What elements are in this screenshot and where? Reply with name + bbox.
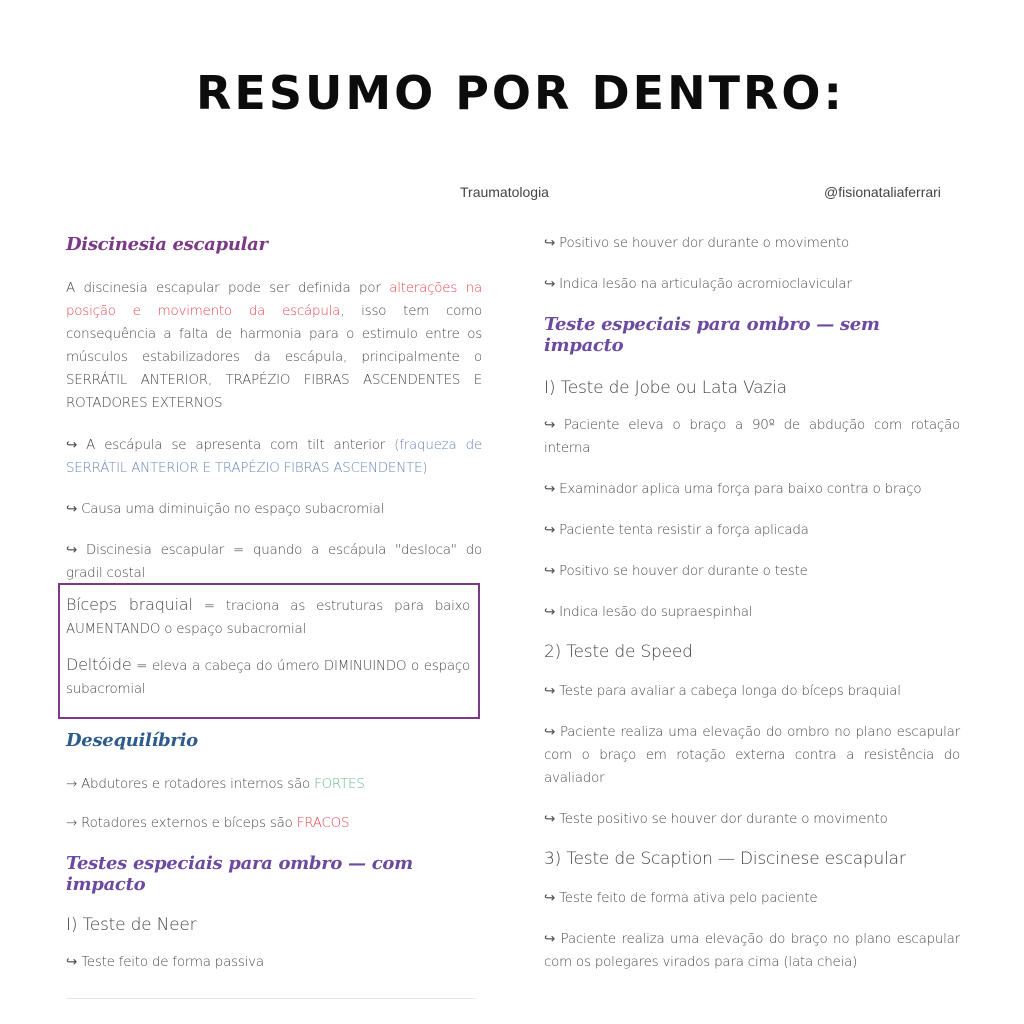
list-item — [66, 434, 482, 480]
section-title-com-impacto: Testes especiais para ombro — com impacto — [66, 853, 413, 895]
section-title-desequilibrio: Desequilíbrio — [66, 730, 198, 751]
list-item: ↪ Teste para avaliar a cabeça longa do bíceps braquial — [544, 684, 901, 699]
highlight-box — [58, 583, 480, 719]
test-title-jobe: I) Teste de Jobe ou Lata Vazia — [544, 378, 787, 398]
item-text: → Rotadores externos e bíceps são — [66, 816, 297, 831]
test-title-scaption: 3) Teste de Scaption — Discinese escapular — [544, 849, 906, 869]
intro-text-cont: , isso tem como consequência a falta de harmonia para o estimulo entre os músculos estabilizadores da escápula, principalmente o SERRÁTIL ANTERIOR, TRAPÉZIO FIBRAS ASCENDENTES E ROTADORES EXTERNOS — [66, 304, 483, 411]
intro-paragraph — [66, 277, 482, 415]
box-term: Bíceps braquial — [66, 595, 193, 614]
list-item: ↪ Teste feito de forma passiva — [66, 955, 264, 970]
header-handle: @fisionataliaferrari — [824, 184, 941, 200]
list-item: ↪ Positivo se houver dor durante o teste — [544, 564, 808, 579]
box-item-deltoide — [66, 653, 470, 701]
box-term: Deltóide — [66, 655, 132, 674]
divider — [66, 998, 476, 999]
box-desc: = eleva a cabeça do úmero DIMINUINDO o espaço subacromial — [66, 659, 470, 697]
test-title-speed: 2) Teste de Speed — [544, 642, 693, 662]
test-title-neer: I) Teste de Neer — [66, 915, 197, 935]
item-highlight: FRACOS — [296, 816, 350, 831]
right-column — [544, 232, 960, 974]
list-item: ↪ Teste positivo se houver dor durante o movimento — [544, 812, 888, 827]
item-highlight: (fraqueza de SERRÁTIL ANTERIOR E TRAPÉZIO FIBRAS ASCENDENTE) — [66, 438, 482, 476]
section-title-sem-impacto: Teste especiais para ombro — sem impacto — [544, 314, 880, 356]
list-item: ↪ Indica lesão do supraespinhal — [544, 605, 753, 620]
list-item: ↪ Examinador aplica uma força para baixo contra o braço — [544, 482, 922, 497]
list-item: ↪ Indica lesão na articulação acromioclavicular — [544, 277, 852, 292]
item-text: ↪ A escápula se apresenta com tilt anterior — [66, 438, 395, 453]
box-desc: = traciona as estruturas para baixo AUMENTANDO o espaço subacromial — [66, 599, 470, 637]
list-item — [66, 812, 482, 835]
item-text: → Abdutores e rotadores internos são — [66, 777, 315, 792]
list-item: ↪ Paciente realiza uma elevação do braço no plano escapular com os polegares virados para cima (lata cheia) — [544, 932, 960, 970]
header-subject: Traumatologia — [460, 184, 549, 200]
list-item: ↪ Paciente tenta resistir a força aplicada — [544, 523, 809, 538]
box-item-biceps — [66, 593, 470, 641]
list-item: ↪ Teste feito de forma ativa pelo paciente — [544, 891, 818, 906]
list-item: ↪ Paciente realiza uma elevação do ombro no plano escapular com o braço em rotação externa contra a resistência do avaliador — [544, 725, 960, 786]
list-item: ↪ Positivo se houver dor durante o movimento — [544, 236, 849, 251]
list-item: ↪ Paciente eleva o braço a 90º de abdução com rotação interna — [544, 418, 960, 456]
list-item — [66, 773, 482, 796]
list-item: ↪ Causa uma diminuição no espaço subacromial — [66, 502, 385, 517]
left-column — [66, 230, 482, 585]
banner-title: RESUMO POR DENTRO: — [196, 66, 845, 120]
intro-text: A discinesia escapular pode ser definida por — [66, 281, 390, 296]
section-title-discinesia: Discinesia escapular — [66, 234, 268, 255]
list-item: ↪ Discinesia escapular = quando a escápula "desloca" do gradil costal — [66, 543, 482, 581]
item-highlight: FORTES — [314, 777, 365, 792]
intro-highlight: alterações na posição e movimento da escápula — [66, 281, 482, 319]
left-column-lower — [66, 730, 482, 974]
